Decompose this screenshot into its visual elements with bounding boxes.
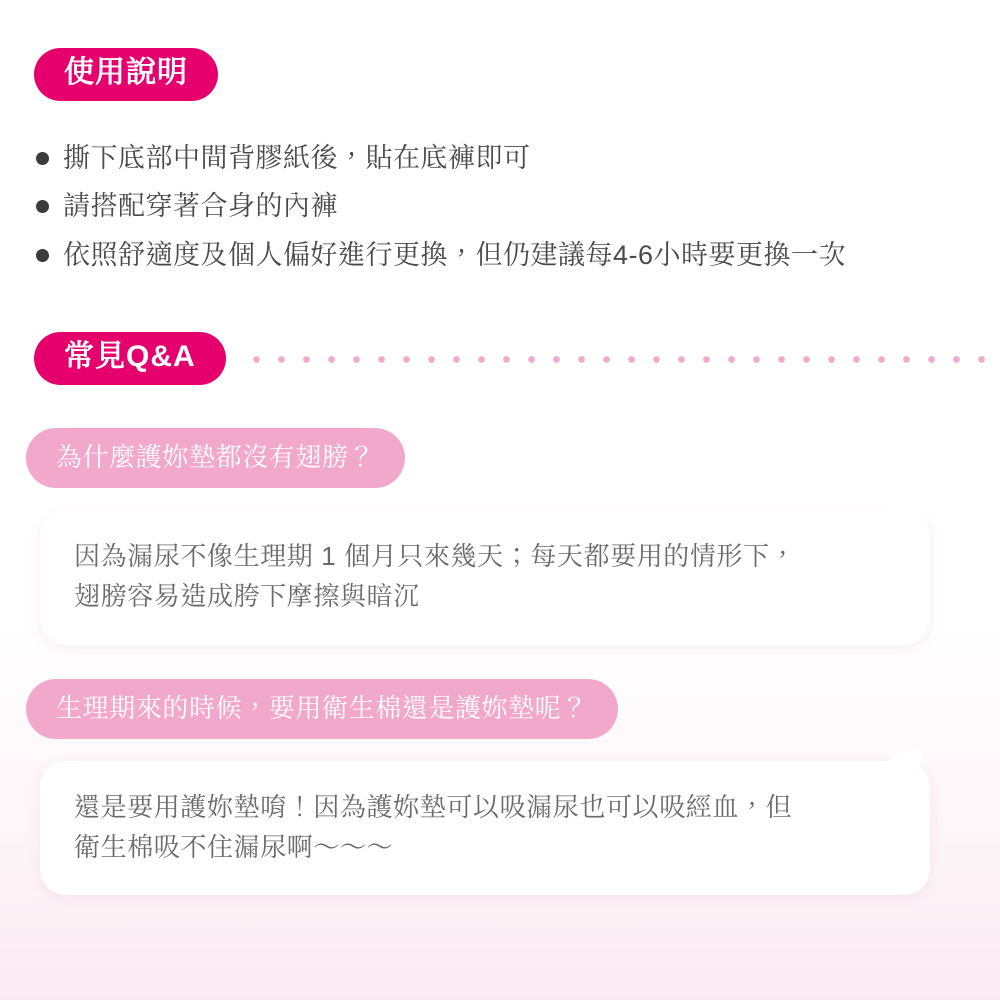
bullet-dot-icon <box>36 152 49 165</box>
usage-bullet-text: 撕下底部中間背膠紙後，貼在底褲即可 <box>63 143 531 173</box>
section-heading-qa: 常見Q&A <box>34 332 226 385</box>
dotted-divider <box>244 356 994 363</box>
qa-list <box>26 428 976 929</box>
list-item <box>36 188 976 224</box>
qa-answer-line: 衛生棉吸不住漏尿啊～～～ <box>74 831 394 862</box>
list-item <box>36 140 976 176</box>
list-item <box>36 237 976 273</box>
qa-answer-line: 還是要用護妳墊唷！因為護妳墊可以吸漏尿也可以吸經血，但 <box>74 791 793 822</box>
bullet-dot-icon <box>36 200 49 213</box>
qa-question-bubble: 為什麼護妳墊都沒有翅膀？ <box>26 428 405 488</box>
section-heading-qa-row <box>34 332 994 385</box>
bullet-dot-icon <box>36 249 49 262</box>
qa-answer-bubble <box>40 510 930 645</box>
usage-bullet-text: 請搭配穿著合身的內褲 <box>63 191 338 222</box>
qa-answer-bubble <box>40 761 930 896</box>
qa-item <box>26 679 976 896</box>
qa-question-bubble: 生理期來的時候，要用衛生棉還是護妳墊呢？ <box>26 679 618 739</box>
qa-item <box>26 428 976 645</box>
qa-answer-line: 翅膀容易造成胯下摩擦與暗沉 <box>74 581 420 612</box>
qa-answer-line: 因為漏尿不像生理期 1 個月只來幾天；每天都要用的情形下， <box>74 541 797 571</box>
section-heading-usage: 使用說明 <box>34 48 218 101</box>
usage-bullet-list <box>36 140 976 285</box>
usage-bullet-text: 依照舒適度及個人偏好進行更換，但仍建議每4-6小時要更換一次 <box>63 239 847 270</box>
